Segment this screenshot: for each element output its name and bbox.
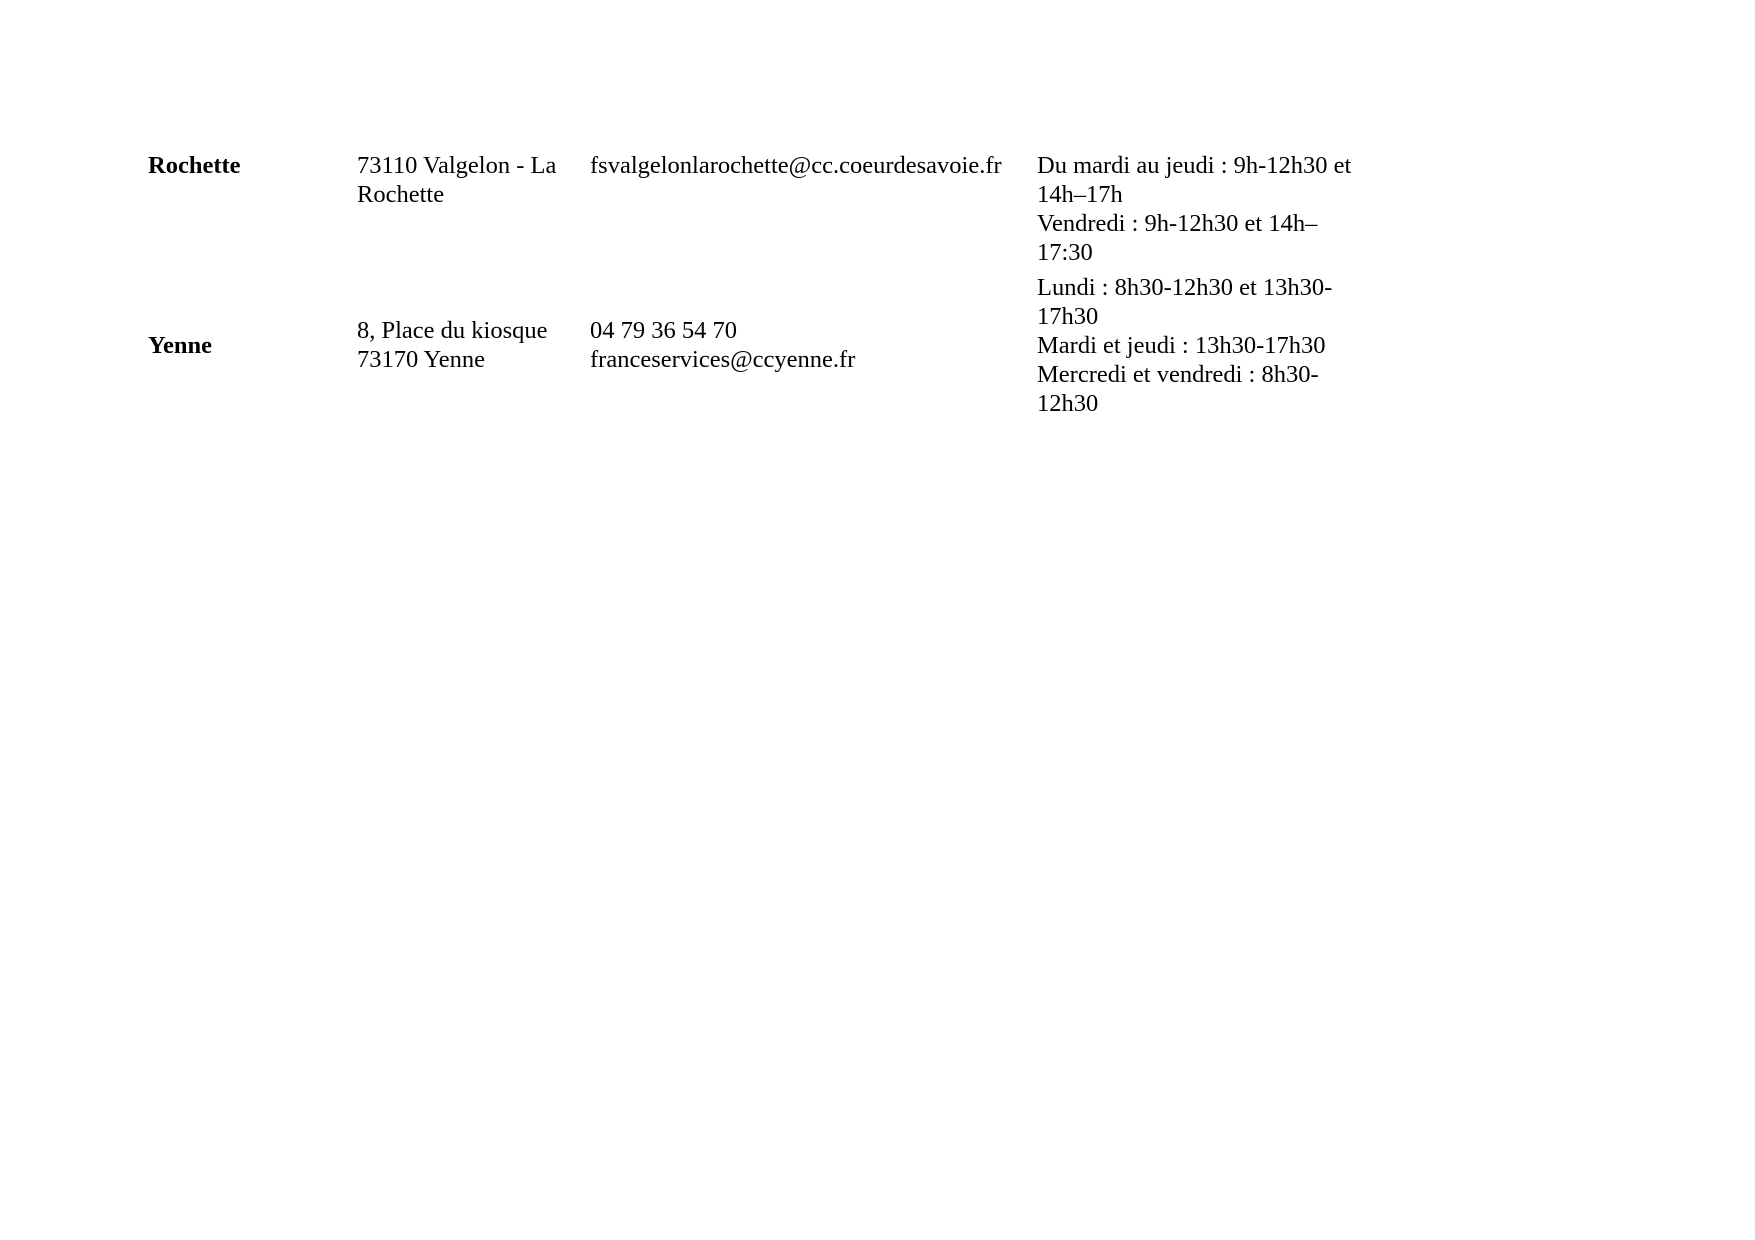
phone-number[interactable]: 04 79 36 54 70: [590, 317, 737, 344]
address-line: Rochette: [357, 181, 445, 208]
hours-line: Du mardi au jeudi : 9h-12h30 et: [1037, 152, 1352, 179]
address-line: 73170 Yenne: [357, 346, 485, 373]
hours-line: 17h30: [1037, 303, 1099, 330]
address-line: 8, Place du kiosque: [357, 317, 548, 344]
hours-line: 14h–17h: [1037, 181, 1123, 208]
hours-line: Mercredi et vendredi : 8h30-: [1037, 361, 1319, 388]
hours-line: 12h30: [1037, 390, 1099, 417]
hours-line: Lundi : 8h30-12h30 et 13h30-: [1037, 274, 1333, 301]
hours-line: Vendredi : 9h-12h30 et 14h–: [1037, 210, 1318, 237]
location-name: Rochette: [148, 152, 241, 179]
address-cell: [357, 316, 548, 374]
hours-line: Mardi et jeudi : 13h30-17h30: [1037, 332, 1326, 359]
email-link[interactable]: fsvalgelonlarochette@cc.coeurdesavoie.fr: [590, 152, 1002, 179]
opening-hours-cell: [1037, 273, 1332, 418]
contact-cell: [590, 151, 1002, 180]
opening-hours-cell: [1037, 151, 1351, 267]
table-row: [0, 151, 1755, 269]
hours-line: 17:30: [1037, 239, 1093, 266]
location-name: Yenne: [148, 332, 212, 359]
address-cell: [357, 151, 556, 209]
table-row: [0, 273, 1755, 423]
address-line: 73110 Valgelon - La: [357, 152, 557, 179]
email-link[interactable]: franceservices@ccyenne.fr: [590, 346, 856, 373]
contact-cell: [590, 316, 855, 374]
